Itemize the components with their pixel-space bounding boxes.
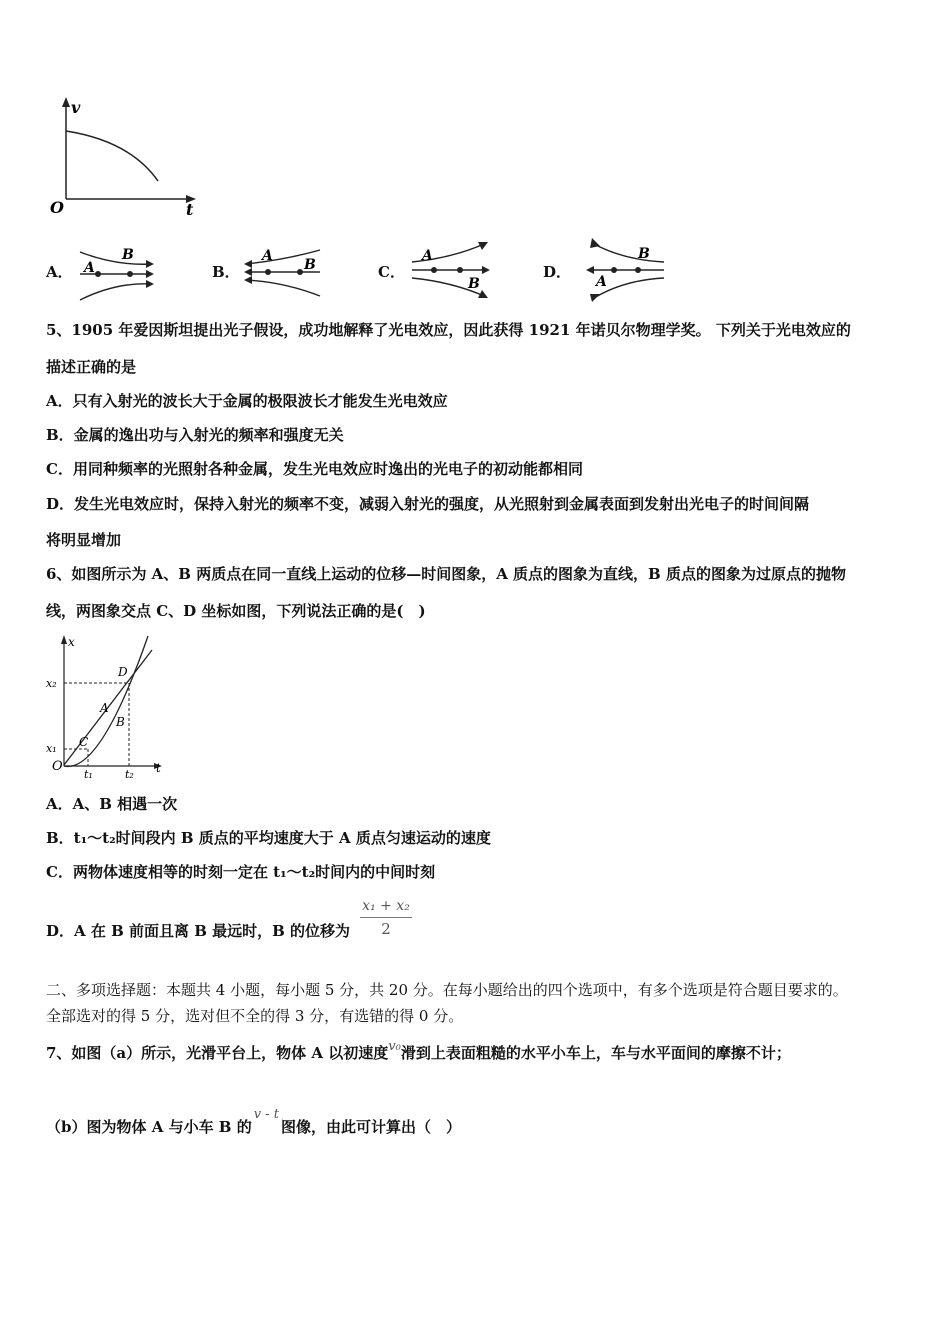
q6-fraction <box>358 896 414 939</box>
q4-option-c-diagram <box>408 238 498 306</box>
q6-option-d: D．A 在 B 前面且离 B 最远时，B 的位移为 <box>46 922 351 940</box>
q5-option-d-cont: 将明显增加 <box>46 531 122 549</box>
q7-part3: （b）图为物体 A 与小车 B 的 <box>46 1118 252 1136</box>
q4-b-bottom-letter: B <box>304 257 316 273</box>
q6-stem-line2: 线，两图象交点 C、D 坐标如图，下列说法正确的是( ) <box>46 602 426 620</box>
q4-d-bottom-letter: A <box>596 274 607 290</box>
q6-option-a: A．A、B 相遇一次 <box>46 795 178 813</box>
q6-label-D: D <box>118 665 128 679</box>
section2-line2: 全部选对的得 5 分，选对但不全的得 3 分，有选错的得 0 分。 <box>46 1007 464 1025</box>
q7-part2: 滑到上表面粗糙的水平小车上，车与水平面间的摩擦不计； <box>400 1044 791 1062</box>
q5-stem-line1: 5、1905 年爱因斯坦提出光子假设，成功地解释了光电效应，因此获得 1921 年诺贝尔物理学奖。 下列关于光电效应的 <box>46 321 851 339</box>
vt-axis-y-label: v <box>71 98 81 117</box>
q7-vt: v - t <box>253 1107 279 1122</box>
q6-stem-line1: 6、如图所示为 A、B 两质点在同一直线上运动的位移—时间图象，A 质点的图象为直线，B 质点的图象为过原点的抛物 <box>46 565 846 583</box>
q5-option-d: D．发生光电效应时，保持入射光的频率不变，减弱入射光的强度，从光照射到金属表面到发射出光电子的时间间隔 <box>46 495 810 513</box>
q6-t2-label: t₂ <box>125 768 134 781</box>
q4-c-top-letter: A <box>422 248 433 264</box>
section2-line1: 二、多项选择题：本题共 4 小题，每小题 5 分，共 20 分。在每小题给出的四个选项中，有多个选项是符合题目要求的。 <box>46 981 848 999</box>
vt-origin-label: O <box>50 198 64 217</box>
q4-option-a-label: A． <box>46 263 73 281</box>
q6-label-C: C <box>79 735 89 749</box>
q6-label-B: B <box>116 715 125 729</box>
vt-y-arrow <box>62 97 70 107</box>
q5-option-b: B．金属的逸出功与入射光的频率和强度无关 <box>46 426 344 444</box>
q6-axis-t-label: t <box>156 761 161 775</box>
q7-line2 <box>46 1107 461 1139</box>
q4-a-top-letter: B <box>122 247 134 263</box>
q4-d-top-letter: B <box>638 246 650 262</box>
q6-origin-label: O <box>52 759 63 774</box>
q5-option-a: A．只有入射光的波长大于金属的极限波长才能发生光电效应 <box>46 392 448 410</box>
vt-graph <box>40 95 210 225</box>
q6-frac-den: 2 <box>381 920 391 938</box>
q6-x1-label: x₁ <box>46 742 57 755</box>
q4-option-d-diagram <box>580 236 670 306</box>
q7-part4: 图像，由此可计算出（ ） <box>280 1118 461 1136</box>
q6-axis-x-label: x <box>68 635 75 649</box>
q6-option-b: B．t₁～t₂时间段内 B 质点的平均速度大于 A 质点匀速运动的速度 <box>46 829 491 847</box>
q6-x2-label: x₂ <box>46 677 57 690</box>
q7-v0: v₀ <box>388 1039 401 1054</box>
q4-option-d-label: D． <box>543 263 572 281</box>
q7-part1: 7、如图（a）所示，光滑平台上，物体 A 以初速度 <box>46 1044 389 1062</box>
q6-frac-bar <box>360 917 412 918</box>
q4-b-top-letter: A <box>262 248 273 264</box>
q4-option-b-diagram <box>240 244 324 306</box>
q4-c-bottom-letter: B <box>468 276 480 292</box>
q5-stem-line2: 描述正确的是 <box>46 358 137 376</box>
q7-line1 <box>46 1039 791 1065</box>
vt-axis-x-label: t <box>186 200 194 219</box>
q5-option-c: C．用同种频率的光照射各种金属，发生光电效应时逸出的光电子的初动能都相同 <box>46 460 583 478</box>
q4-option-a-diagram <box>76 244 160 306</box>
q6-xt-graph <box>40 632 180 782</box>
vt-curve <box>66 131 158 181</box>
q6-option-c: C．两物体速度相等的时刻一定在 t₁～t₂时间内的中间时刻 <box>46 863 436 881</box>
q4-a-bottom-letter: A <box>84 260 95 276</box>
q4-option-b-label: B． <box>212 263 240 281</box>
q6-label-A: A <box>100 701 109 715</box>
q4-option-c-label: C． <box>378 263 405 281</box>
q6-frac-num: x₁ + x₂ <box>362 898 410 914</box>
q6-t1-label: t₁ <box>84 768 93 781</box>
